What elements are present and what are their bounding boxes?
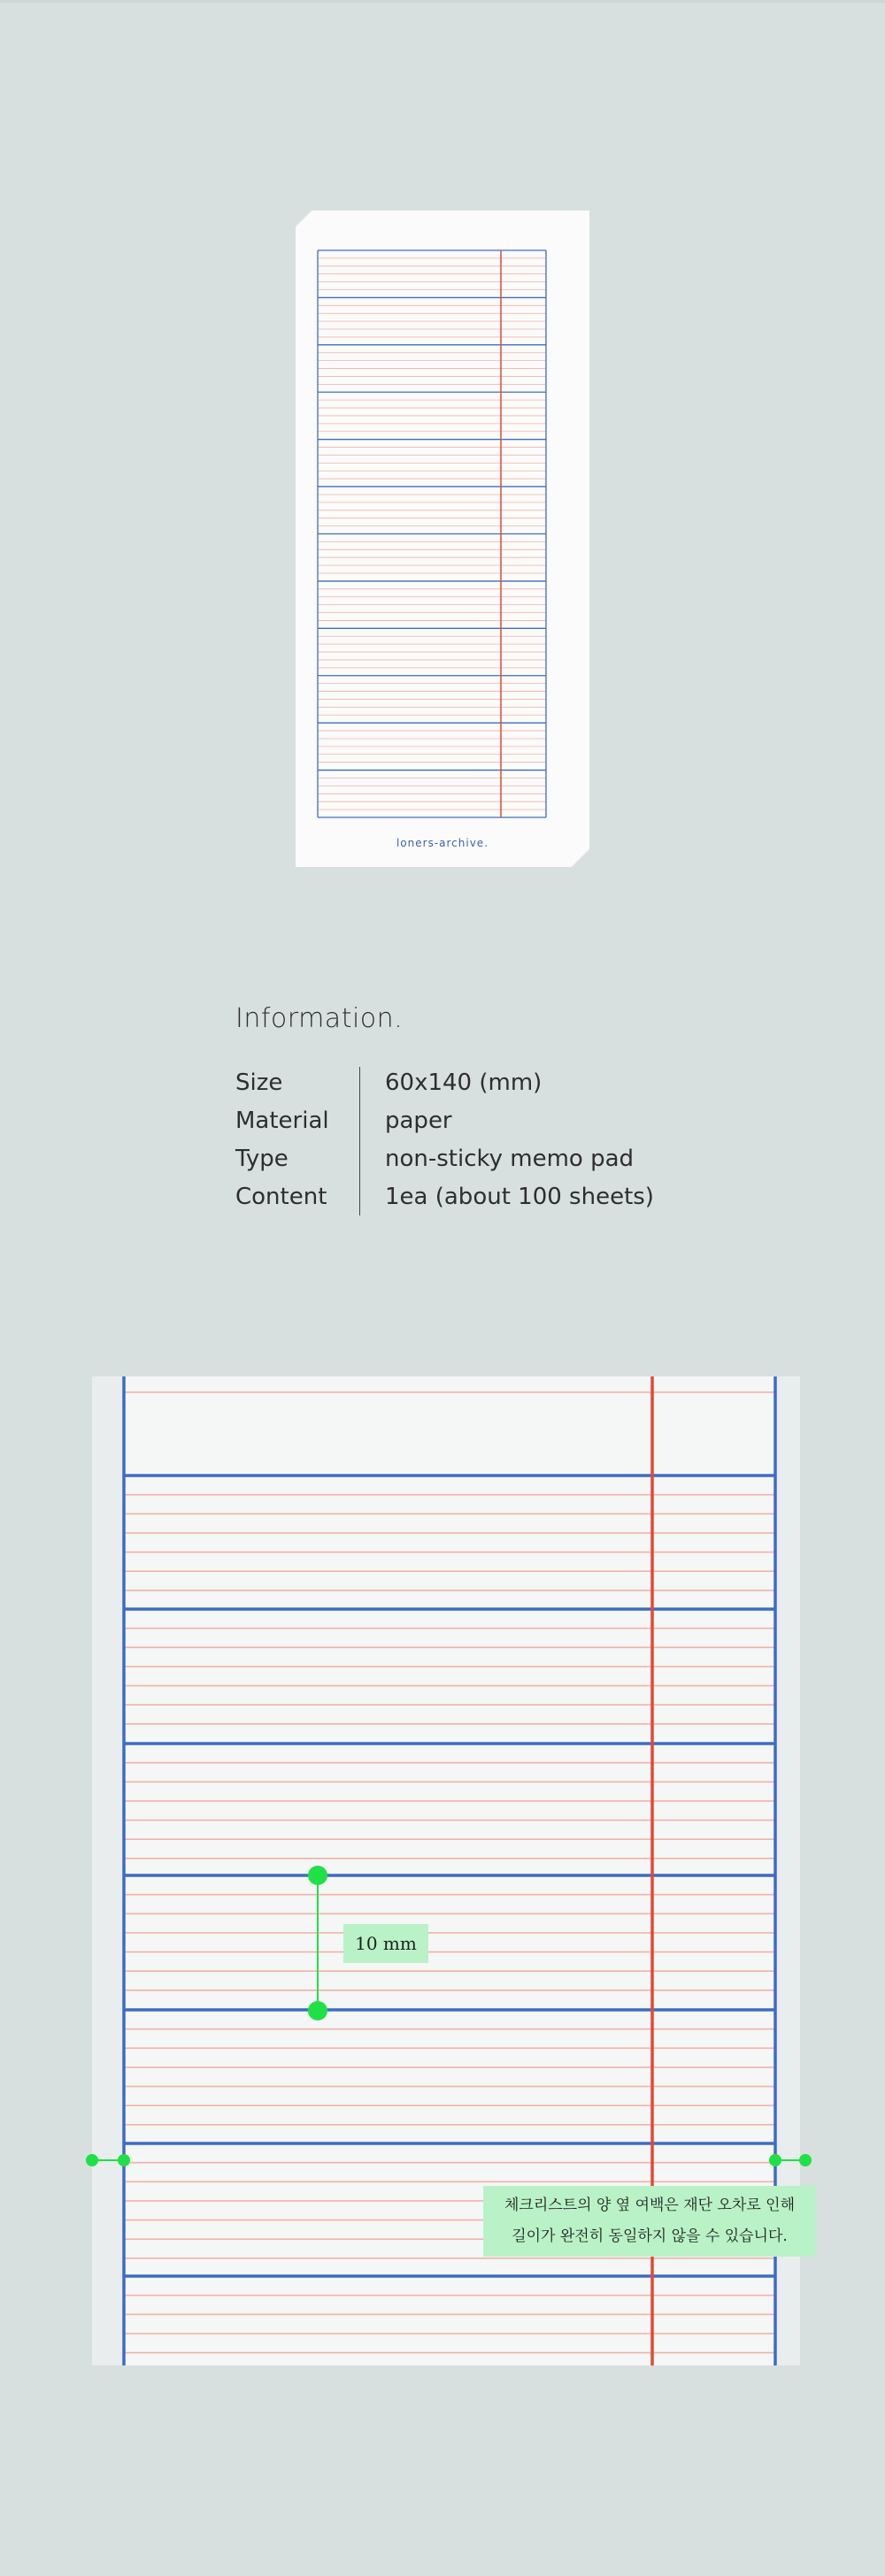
info-label: Content bbox=[235, 1183, 327, 1210]
info-value: 1ea (about 100 sheets) bbox=[385, 1183, 654, 1210]
info-label: Type bbox=[235, 1145, 289, 1172]
margin-note-line-1: 체크리스트의 양 옆 여백은 재단 오차로 인해 bbox=[504, 2196, 796, 2214]
brand-label: loners-archive. bbox=[396, 837, 489, 849]
margin-note bbox=[483, 2186, 816, 2257]
info-value: non-sticky memo pad bbox=[385, 1145, 635, 1172]
left-margin-marker-dot-inner bbox=[118, 2154, 130, 2166]
right-margin-marker-dot-outer bbox=[799, 2154, 812, 2166]
spacing-marker-top-dot bbox=[308, 1866, 327, 1885]
info-value: paper bbox=[385, 1107, 452, 1134]
info-value: 60x140 (mm) bbox=[385, 1069, 543, 1096]
margin-note-line-2: 길이가 완전히 동일하지 않을 수 있습니다. bbox=[512, 2227, 788, 2245]
left-margin-marker-dot-outer bbox=[86, 2154, 98, 2166]
info-label: Size bbox=[235, 1069, 283, 1096]
spacing-label: 10 mm bbox=[343, 1924, 428, 1963]
right-margin-marker-dot-inner bbox=[769, 2154, 781, 2166]
spacing-marker-bottom-dot bbox=[308, 2001, 327, 2020]
info-label: Material bbox=[235, 1107, 329, 1134]
information-title: Information. bbox=[235, 1003, 404, 1034]
